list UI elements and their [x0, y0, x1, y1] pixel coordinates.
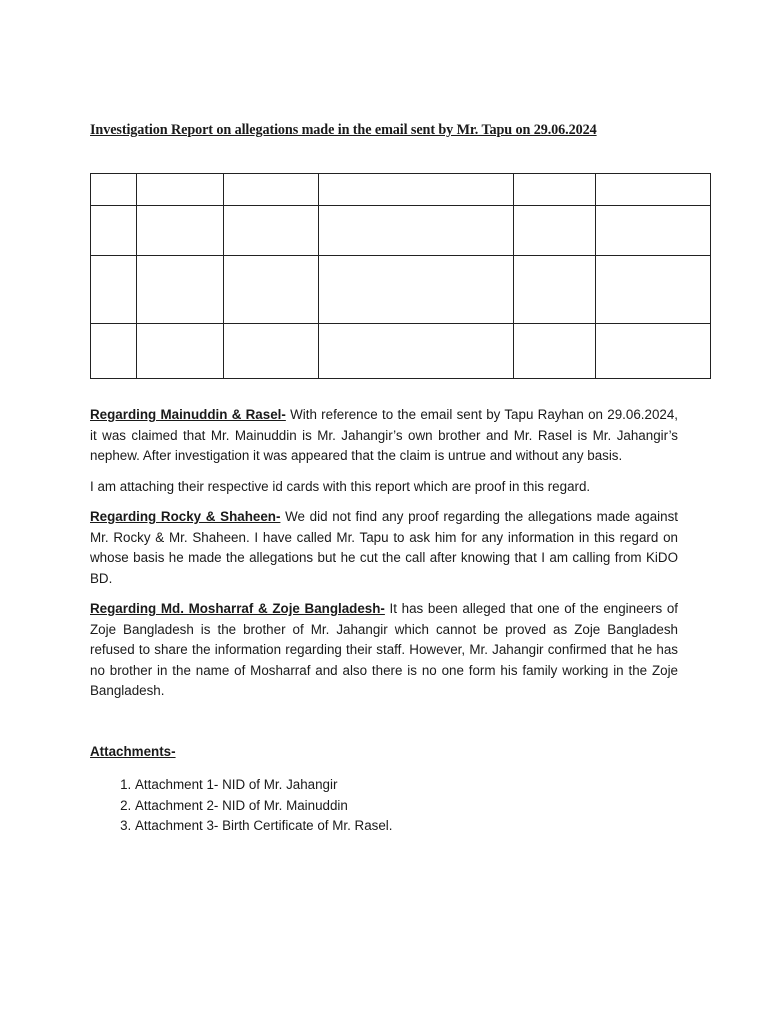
paragraph-rocky-shaheen — [90, 507, 678, 589]
table-cell — [319, 174, 514, 206]
table-cell — [319, 256, 514, 324]
table-cell — [596, 174, 711, 206]
section-heading: Regarding Mainuddin & Rasel- — [90, 407, 286, 422]
table-cell — [319, 206, 514, 256]
table-cell — [224, 174, 319, 206]
document-title: Investigation Report on allegations made in the email sent by Mr. Tapu on 29.06.2024 — [90, 122, 597, 138]
table-cell — [596, 256, 711, 324]
table-cell — [319, 324, 514, 379]
table-cell — [224, 256, 319, 324]
section-text: I am attaching their respective id cards with this report which are proof in this regard. — [90, 478, 591, 494]
list-item: 2. Attachment 2- NID of Mr. Mainuddin — [135, 796, 393, 817]
table-cell — [514, 324, 596, 379]
report-body — [90, 405, 678, 712]
table-cell — [91, 206, 137, 256]
attachments-heading: Attachments- — [90, 744, 176, 759]
table-cell — [137, 206, 224, 256]
list-item: 3. Attachment 3- Birth Certificate of Mr. Rasel. — [135, 816, 393, 837]
section-text: It has been alleged that one of the engineers of Zoje Bangladesh is the brother of Mr. Jahangir which cannot be proved as Zoje Bangladesh refused to share the information regarding their staff. However, Mr. Jahangir confirmed that he has no brother in the name of Mosharraf and also there is no one form his family working in the Zoje Bangladesh. — [90, 601, 678, 698]
table-row — [91, 324, 711, 379]
section-text: With reference to the email sent by Tapu Rayhan on 29.06.2024, it was claimed that Mr. Mainuddin is Mr. Jahangir’s own brother and Mr. Rasel is Mr. Jahangir’s nephew. After investigation it was appeared that the claim is untrue and without any basis. — [90, 407, 678, 463]
table-cell — [596, 324, 711, 379]
table-cell — [514, 256, 596, 324]
table-cell — [514, 206, 596, 256]
section-heading: Regarding Md. Mosharraf & Zoje Bangladesh- — [90, 601, 385, 616]
table-row — [91, 256, 711, 324]
section-text: We did not find any proof regarding the allegations made against Mr. Rocky & Mr. Shaheen. I have called Mr. Tapu to ask him for any information in this regard on whose basis he made the allegations but he cut the call after knowing that I am calling from KiDO BD. — [90, 509, 678, 586]
table-cell — [224, 206, 319, 256]
table-cell — [514, 174, 596, 206]
paragraph-attaching-ids — [90, 477, 678, 498]
table-cell — [596, 206, 711, 256]
empty-table — [90, 173, 711, 379]
section-heading: Regarding Rocky & Shaheen- — [90, 509, 281, 524]
table-cell — [137, 256, 224, 324]
paragraph-mainuddin-rasel — [90, 405, 678, 467]
table-row — [91, 206, 711, 256]
table-cell — [137, 174, 224, 206]
table-cell — [224, 324, 319, 379]
table-cell — [91, 324, 137, 379]
paragraph-mosharraf-zoje — [90, 599, 678, 702]
list-item: 1. Attachment 1- NID of Mr. Jahangir — [135, 775, 393, 796]
attachments-list — [90, 775, 393, 837]
table-cell — [91, 256, 137, 324]
table-cell — [91, 174, 137, 206]
table-cell — [137, 324, 224, 379]
table-row — [91, 174, 711, 206]
